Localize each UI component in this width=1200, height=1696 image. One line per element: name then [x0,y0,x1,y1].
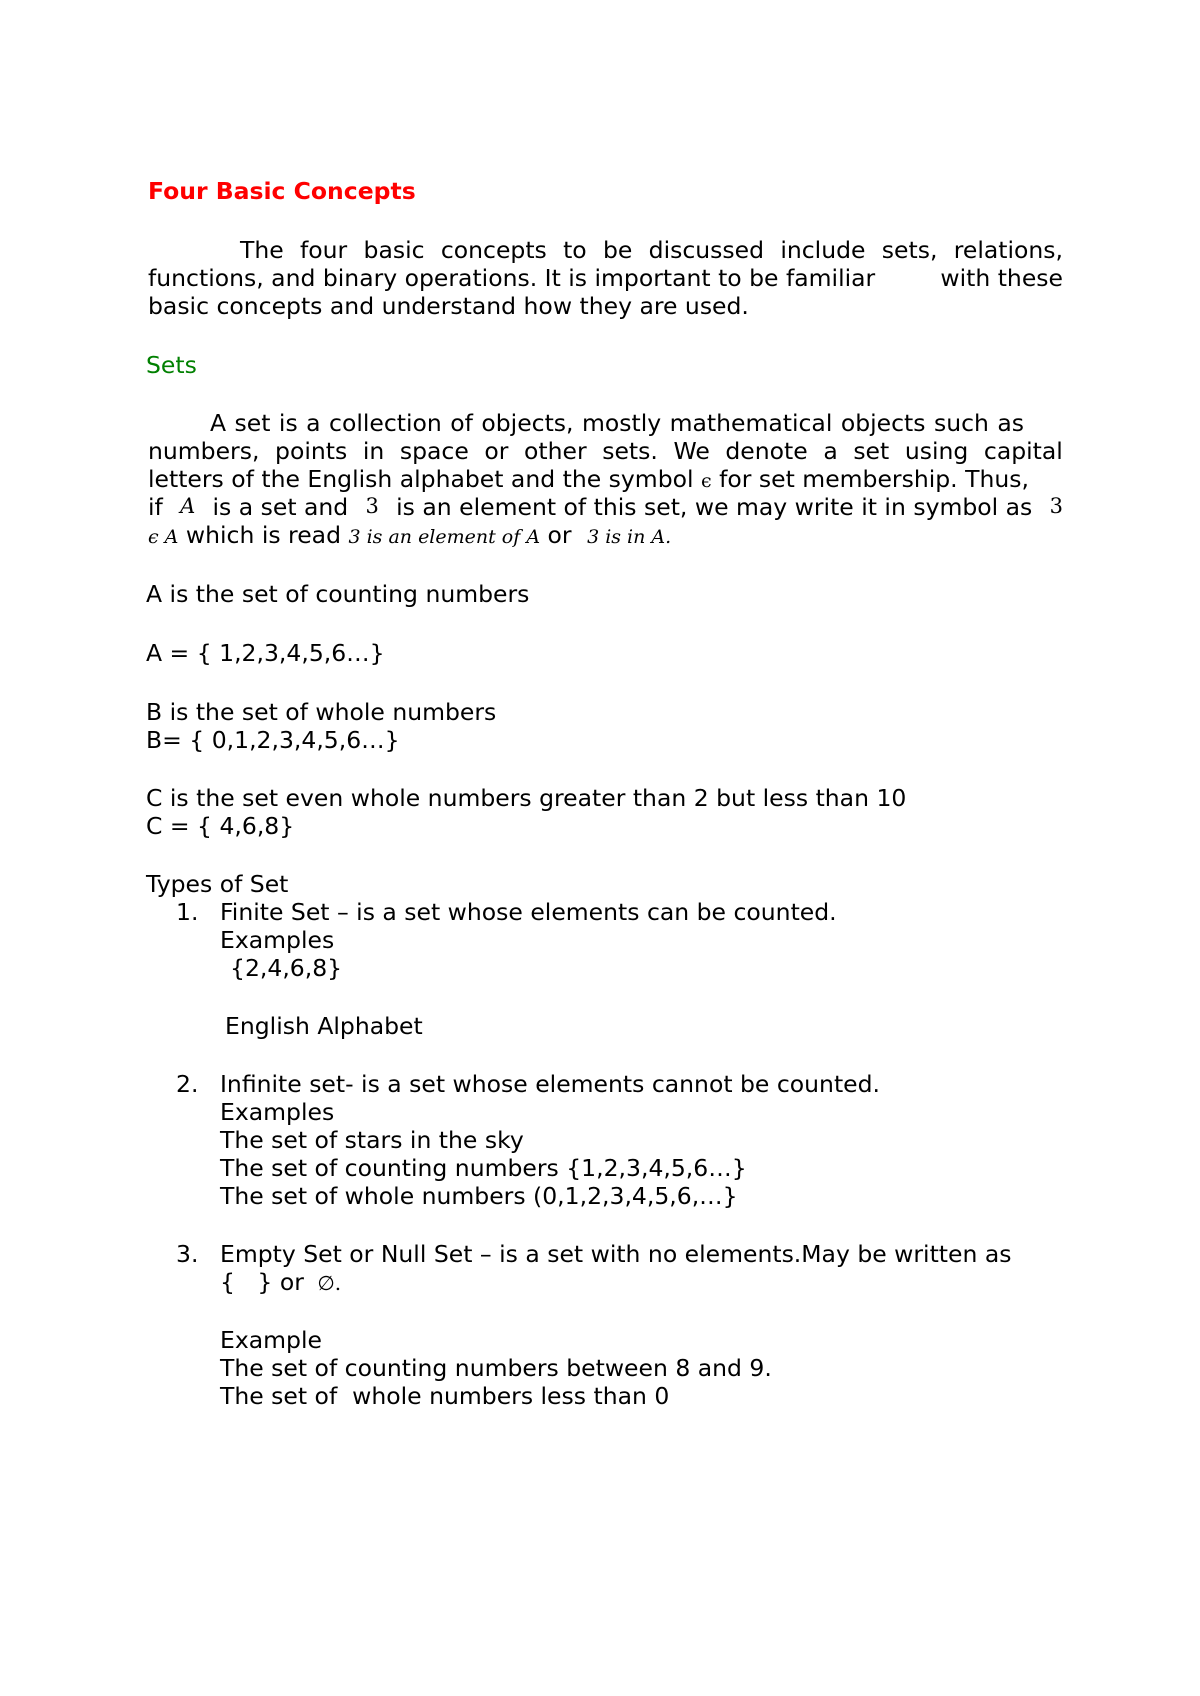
example-item: {2,4,6,8} [230,954,343,982]
example-item: The set of stars in the sky [220,1126,524,1154]
examples-label: Example [220,1326,322,1354]
set-b-definition: B= { 0,1,2,3,4,5,6…} [146,726,400,754]
sets-para-word: set [853,437,890,465]
types-heading: Types of Set [146,870,289,898]
intro-word: to [563,236,587,264]
or-text: or [279,1268,304,1296]
examples-label: Examples [220,1098,335,1126]
intro-word: concepts [440,236,547,264]
null-set-notation [220,1268,342,1296]
intro-text: with these [940,264,1063,292]
sets-para-line-4 [148,493,1063,521]
math-phrase: 3 is an element of A [348,526,541,548]
example-item: The set of whole numbers (0,1,2,3,4,5,6,…} [220,1182,738,1210]
sets-para-text: which is read [185,521,341,549]
intro-word: basic [363,236,425,264]
sets-para-word: in [362,437,385,465]
list-item-text: Infinite set- is a set whose elements cannot be counted. [220,1070,880,1098]
sets-para-line-5 [148,521,672,549]
math-phrase: 3 is in A. [587,526,672,548]
sets-para-word: other [524,437,587,465]
sets-para-text: if [148,493,163,521]
sets-para-text: A set is a collection of objects, mostly mathematical objects such as [210,409,1025,437]
set-a-description: A is the set of counting numbers [146,580,530,608]
example-item: English Alphabet [225,1012,423,1040]
intro-text: functions, and binary operations. It is important to be familiar [148,264,876,292]
sets-para-text: is a set and [212,493,349,521]
intro-word: be [602,236,633,264]
math-var: 3 [365,494,379,518]
examples-label: Examples [220,926,335,954]
set-c-description: C is the set even whole numbers greater than 2 but less than 10 [146,784,907,812]
list-item-text: Finite Set – is a set whose elements can be counted. [220,898,837,926]
intro-word: relations, [953,236,1063,264]
sets-para-word: space [399,437,469,465]
sets-para-word: or [484,437,509,465]
sets-para-text: or [547,521,572,549]
intro-word: four [300,236,348,264]
set-c-definition: C = { 4,6,8} [146,812,295,840]
sets-para-text: for set membership. Thus, [719,465,1029,493]
example-item: The set of counting numbers {1,2,3,4,5,6…} [220,1154,747,1182]
sets-para-word: sets. [602,437,658,465]
math-var: 3 [1049,494,1063,518]
math-var: A [180,494,196,518]
sets-para-word: denote [725,437,808,465]
sets-para-text: letters of the English alphabet and the symbol [148,465,694,493]
example-item: The set of counting numbers between 8 and 9. [220,1354,772,1382]
intro-line-1 [240,236,1063,264]
sets-para-word: We [673,437,710,465]
intro-word: The [240,236,284,264]
list-item-number: 3. [176,1240,199,1268]
sets-para-line-2 [148,437,1063,465]
intro-line-2 [148,264,1063,292]
sets-para-word: numbers, [148,437,260,465]
example-item: The set of whole numbers less than 0 [220,1382,670,1410]
braces-notation: { } [220,1268,273,1296]
element-of-symbol: ϵ [701,470,712,492]
list-item-number: 1. [176,898,199,926]
sets-para-text: is an element of this set, we may write it in symbol as [396,493,1033,521]
intro-line-3: basic concepts and understand how they are used. [148,292,749,320]
sets-para-line-3 [148,465,1029,493]
list-item-number: 2. [176,1070,199,1098]
set-a-definition: A = { 1,2,3,4,5,6…} [146,639,385,667]
sets-heading: Sets [146,351,197,379]
intro-word: discussed [648,236,765,264]
intro-word: sets, [881,236,938,264]
sets-para-word: points [275,437,348,465]
list-item-text: Empty Set or Null Set – is a set with no elements.May be written as [220,1240,1012,1268]
intro-word: include [780,236,866,264]
page-title: Four Basic Concepts [148,177,416,205]
sets-para-word: using [904,437,969,465]
empty-set-symbol: ∅. [317,1271,342,1295]
sets-para-word: capital [983,437,1063,465]
math-expr: ϵ A [148,526,179,548]
sets-para-line-1 [210,409,1063,437]
set-b-description: B is the set of whole numbers [146,698,497,726]
sets-para-word: a [823,437,838,465]
